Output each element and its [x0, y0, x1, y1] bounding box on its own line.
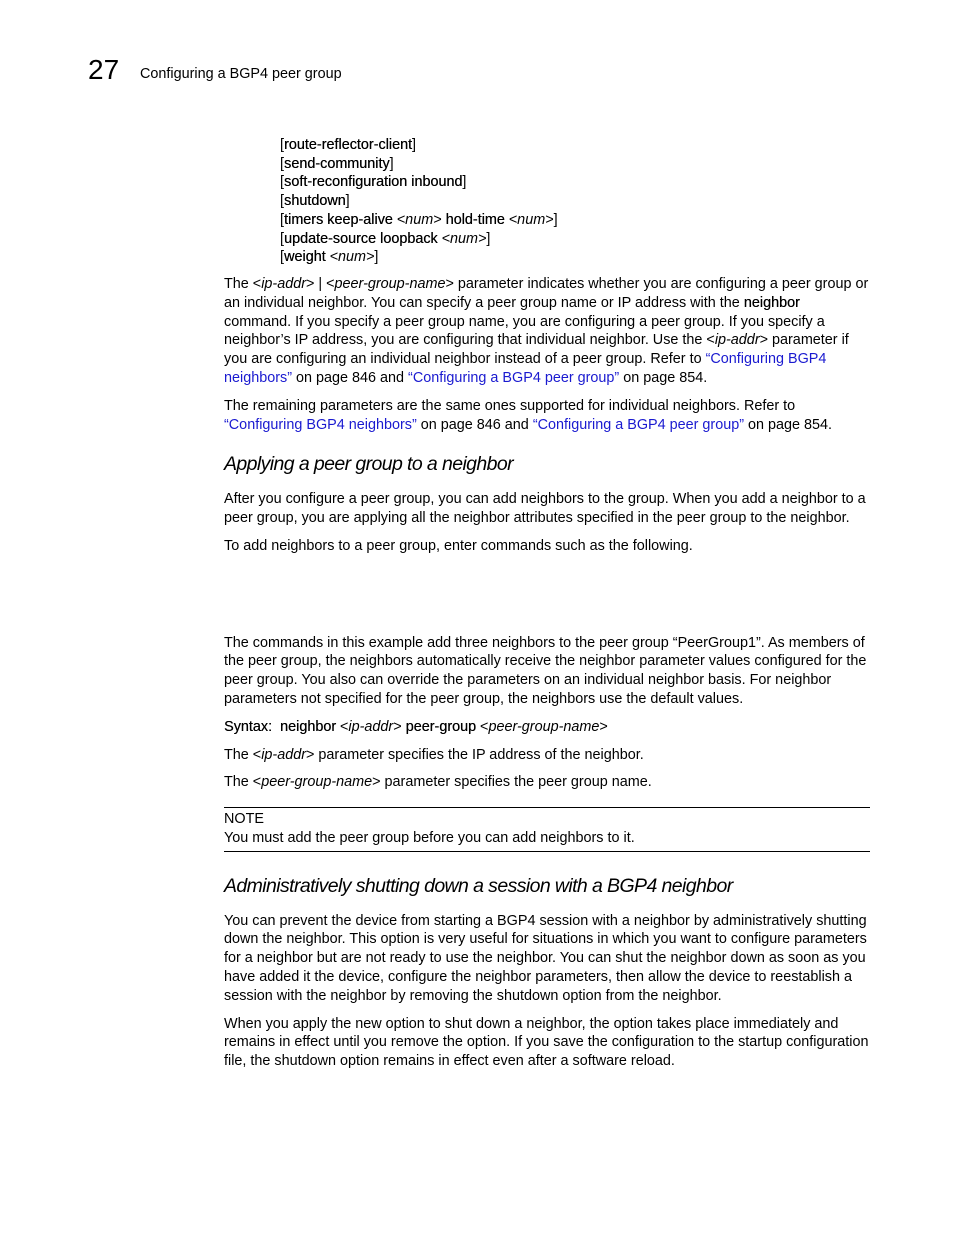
paragraph: When you apply the new option to shut down a neighbor, the option takes place immediately and remains in effect until you remove the option. If you save the configuration to the startup configuration file, the shutdown option remains in effect even after a software reload. [224, 1015, 869, 1070]
syntax-line-neighbor: Syntax: neighbor <ip-addr> peer-group <peer-group-name> [224, 718, 608, 735]
section-heading-shutting-down-session: Administratively shutting down a session with a BGP4 neighbor [224, 874, 733, 897]
note-box [224, 807, 870, 851]
chapter-number: 27 [88, 54, 120, 85]
link-configuring-bgp4-neighbors[interactable]: “Configuring BGP4 neighbors” [224, 351, 827, 386]
syntax-line: [shutdown] [280, 193, 350, 210]
paragraph: The <ip-addr> parameter specifies the IP address of the neighbor. [224, 746, 644, 763]
syntax-line: [weight <num>] [280, 249, 379, 266]
note-text: You must add the peer group before you can add neighbors to it. [224, 829, 635, 846]
paragraph: After you configure a peer group, you can add neighbors to the group. When you add a neighbor to a peer group, you are applying all the neighbor attributes specified in the peer group to the neighbor. [224, 491, 866, 527]
paragraph: To add neighbors to a peer group, enter commands such as the following. [224, 537, 693, 554]
page-content [224, 136, 870, 1080]
syntax-line: [route-reflector-client] [280, 137, 416, 153]
paragraph: The commands in this example add three neighbors to the peer group “PeerGroup1”. As members of the peer group, the neighbors automatically receive the neighbor parameter values configured for the peer group. You also can override the parameters on an individual neighbor basis. For neighbor parameters not specified for the peer group, the neighbors use the default values. [224, 634, 867, 708]
example-spacer [224, 565, 870, 634]
link-configuring-bgp4-peer-group[interactable]: “Configuring a BGP4 peer group” [408, 369, 620, 386]
note-label: NOTE [224, 811, 264, 828]
paragraph: You can prevent the device from starting a BGP4 session with a neighbor by administratively shutting down the neighbor. This option is very useful for situations in which you want to configure parameters for a neighbor but are not ready to use the neighbor. You can shut the neighbor down as soon as you have added it the device, configure the neighbor parameters, then allow the device to reestablish a session with the neighbor by removing the shutdown option from the neighbor. [224, 912, 867, 1004]
link-configuring-bgp4-neighbors[interactable]: “Configuring BGP4 neighbors” [224, 416, 417, 433]
syntax-block [280, 136, 870, 267]
section-heading-applying-peer-group: Applying a peer group to a neighbor [224, 453, 514, 476]
syntax-line: [send-community] [280, 155, 394, 172]
syntax-line: [soft-reconfiguration inbound] [280, 174, 467, 191]
paragraph-parameter-description: The <ip-addr> | <peer-group-name> parameter indicates whether you are configuring a peer group or an individual neighbor. You can specify a peer group name or IP address with the neighbor command. If you specify a peer group name, you are configuring a peer group. If you specify a neighbor’s IP address, you are configuring that individual neighbor. Use the <ip-addr> parameter if you are configuring an individual neighbor instead of a peer group. Refer to “Configuring BGP4 neighbors” on page 846 and “Configuring a BGP4 peer group” on page 854. [224, 275, 869, 386]
chapter-title: Configuring a BGP4 peer group [140, 66, 342, 82]
paragraph: The <peer-group-name> parameter specifies the peer group name. [224, 774, 652, 791]
syntax-line: [timers keep-alive <num> hold-time <num>] [280, 211, 558, 228]
link-configuring-bgp4-peer-group[interactable]: “Configuring a BGP4 peer group” [532, 416, 745, 433]
syntax-line: [update-source loopback <num>] [280, 230, 491, 247]
paragraph-remaining-parameters: The remaining parameters are the same ones supported for individual neighbors. Refer to “Configuring BGP4 neighbors” on page 846 and “Configuring a BGP4 peer group” on page 854. [224, 397, 833, 433]
